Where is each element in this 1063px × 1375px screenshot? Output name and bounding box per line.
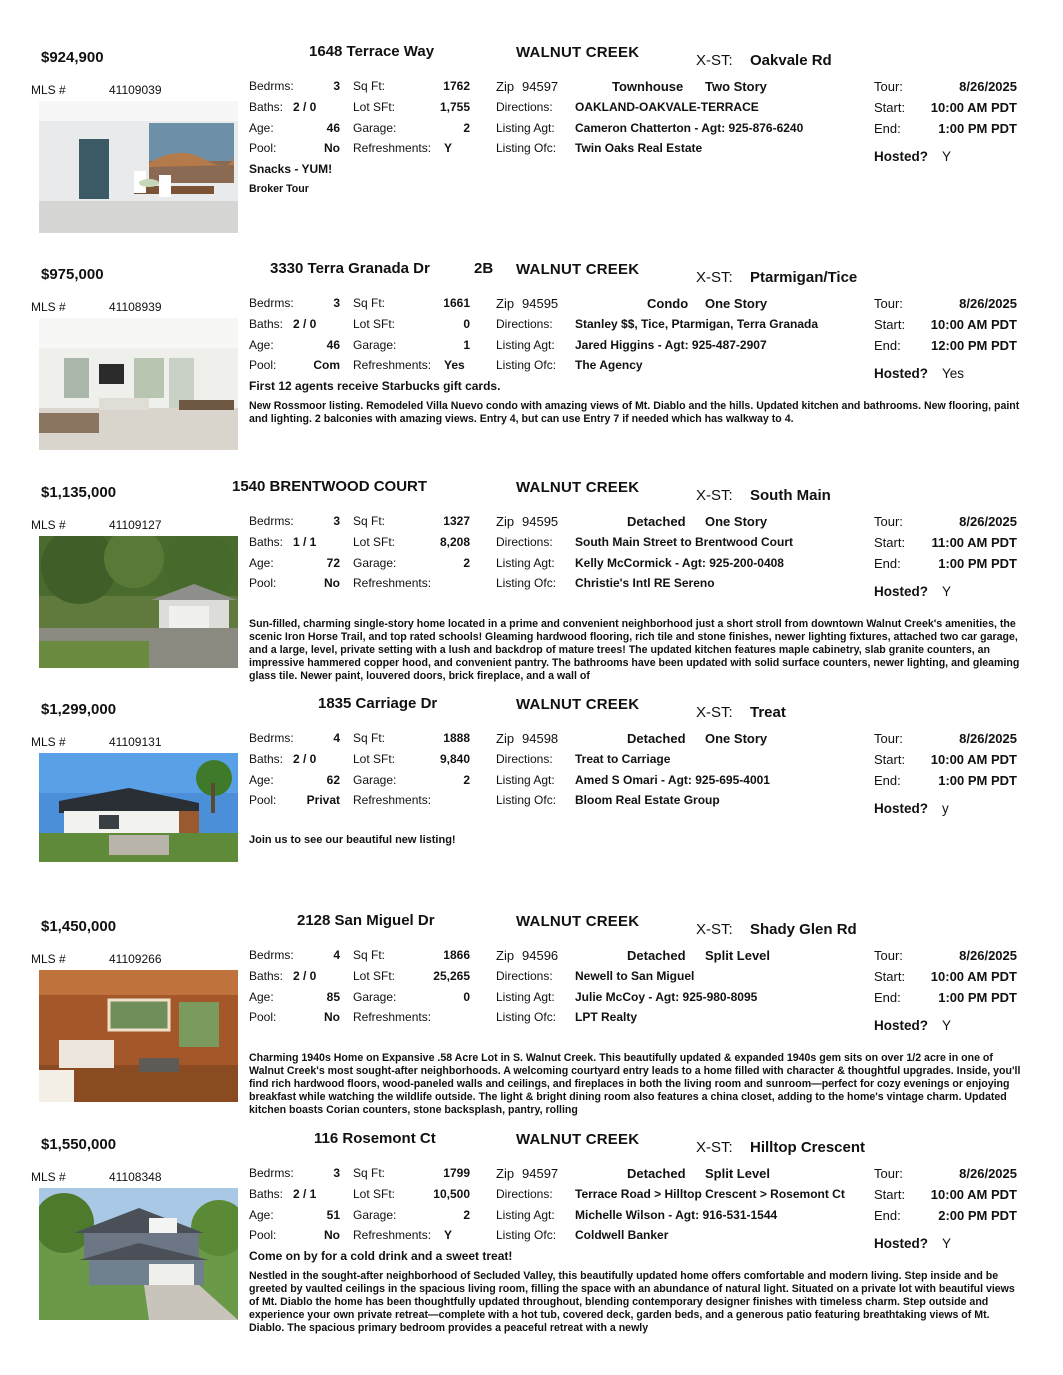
listing-city: WALNUT CREEK [516, 479, 640, 496]
zip-value: 94595 [522, 514, 559, 529]
refreshments-label: Refreshments: [353, 141, 432, 155]
bedrooms-value: 4 [333, 731, 340, 745]
baths-value: 2 / 1 [293, 1187, 317, 1201]
cross-street-label: X-ST: [696, 1139, 733, 1156]
mls-number: 41108939 [109, 300, 162, 314]
age-label: Age: [249, 1208, 274, 1222]
directions-value: Terrace Road > Hilltop Crescent > Rosemont Ct [575, 1187, 845, 1201]
lot-sqft-label: Lot SFt: [353, 535, 396, 549]
mls-number: 41108348 [109, 1170, 162, 1184]
listing-remarks: Charming 1940s Home on Expansive .58 Acre Lot in S. Walnut Creek. This beautifully updated & expanded 1940s gem sits on over 1/2 acre in one of Walnut Creek's most sought-after neighborhoods. A welcoming courtyard entry leads to a home filled with character & thoughtful upgrades. Inside, you'll find rich hardwood floors, wood-paneled walls and ceilings, and fireplaces in both the living room and sunroom—perfect for cozy evenings or enjoying breakfast while watching the wildlife outside. The light & bright dining room also features a china closet, adding to the home's vintage charm. Updated kitchen boasts Corian counters, stone backsplash, pantry, rolling [249, 1052, 1021, 1116]
listing-price: $1,299,000 [41, 701, 117, 718]
property-style: One Story [705, 731, 768, 746]
mls-label: MLS # [31, 300, 66, 314]
refreshments-label: Refreshments: [353, 1010, 432, 1024]
mls-number: 41109039 [109, 83, 162, 97]
start-time: 10:00 AM PDT [930, 317, 1017, 332]
zip-label: Zip [496, 731, 515, 746]
hosted-label: Hosted? [874, 801, 928, 816]
lot-sqft-value: 10,500 [433, 1187, 470, 1201]
listing-agent-label: Listing Agt: [496, 773, 555, 787]
property-style: Split Level [705, 948, 771, 963]
directions-value: OAKLAND-OAKVALE-TERRACE [575, 100, 759, 114]
bedrooms-value: 4 [333, 948, 340, 962]
tour-date: 8/26/2025 [959, 514, 1017, 529]
listing-agent-value: Michelle Wilson - Agt: 916-531-1544 [575, 1208, 778, 1222]
pool-label: Pool: [249, 1228, 277, 1242]
listing-photo[interactable] [39, 1188, 238, 1320]
lot-sqft-label: Lot SFt: [353, 100, 396, 114]
zip-value: 94596 [522, 948, 559, 963]
pool-value: No [324, 141, 340, 155]
listing-address: 3330 Terra Granada Dr [270, 260, 430, 277]
baths-label: Baths: [249, 752, 284, 766]
start-label: Start: [874, 752, 906, 767]
zip-label: Zip [496, 79, 515, 94]
baths-value: 1 / 1 [293, 535, 317, 549]
listing-unit: 2B [474, 260, 494, 277]
baths-value: 2 / 0 [293, 969, 317, 983]
listing-photo[interactable] [39, 970, 238, 1102]
start-time: 10:00 AM PDT [930, 969, 1017, 984]
pool-value: Privat [306, 793, 340, 807]
hosted-value: Y [942, 1236, 952, 1251]
listing-agent-value: Cameron Chatterton - Agt: 925-876-6240 [575, 121, 804, 135]
age-value: 51 [326, 1208, 340, 1222]
end-time: 1:00 PM PDT [938, 990, 1017, 1005]
bedrooms-label: Bedrms: [249, 514, 294, 528]
lot-sqft-label: Lot SFt: [353, 969, 396, 983]
hosted-value: Y [942, 149, 952, 164]
mls-label: MLS # [31, 1170, 66, 1184]
pool-label: Pool: [249, 358, 277, 372]
bedrooms-label: Bedrms: [249, 1166, 294, 1180]
start-label: Start: [874, 969, 906, 984]
sqft-value: 1661 [443, 296, 470, 310]
sqft-value: 1762 [443, 79, 470, 93]
garage-label: Garage: [353, 121, 397, 135]
listing-agent-label: Listing Agt: [496, 338, 555, 352]
age-label: Age: [249, 773, 274, 787]
listing-office-label: Listing Ofc: [496, 358, 557, 372]
age-label: Age: [249, 556, 274, 570]
listing-address: 116 Rosemont Ct [314, 1130, 436, 1147]
tour-label: Tour: [874, 1166, 903, 1181]
listing-office-label: Listing Ofc: [496, 141, 557, 155]
garage-value: 1 [463, 338, 470, 352]
pool-label: Pool: [249, 793, 277, 807]
lot-sqft-label: Lot SFt: [353, 1187, 396, 1201]
end-time: 1:00 PM PDT [938, 121, 1017, 136]
mls-number: 41109127 [109, 518, 162, 532]
sqft-value: 1888 [443, 731, 470, 745]
baths-value: 2 / 0 [293, 317, 317, 331]
zip-value: 94597 [522, 79, 559, 94]
property-style: One Story [705, 514, 768, 529]
cross-street-value: Hilltop Crescent [750, 1139, 866, 1156]
listing-photo[interactable] [39, 753, 238, 862]
listing-agent-label: Listing Agt: [496, 1208, 555, 1222]
sqft-label: Sq Ft: [353, 514, 386, 528]
directions-label: Directions: [496, 535, 553, 549]
listing-address: 1648 Terrace Way [309, 43, 435, 60]
tour-label: Tour: [874, 79, 903, 94]
hosted-label: Hosted? [874, 1236, 928, 1251]
listing-price: $1,135,000 [41, 484, 117, 501]
listing-agent-label: Listing Agt: [496, 556, 555, 570]
bedrooms-label: Bedrms: [249, 948, 294, 962]
zip-label: Zip [496, 514, 515, 529]
listing-agent-value: Kelly McCormick - Agt: 925-200-0408 [575, 556, 784, 570]
pool-label: Pool: [249, 1010, 277, 1024]
mls-label: MLS # [31, 735, 66, 749]
cross-street-label: X-ST: [696, 52, 733, 69]
property-style: One Story [705, 296, 768, 311]
sqft-value: 1799 [443, 1166, 470, 1180]
age-value: 72 [326, 556, 340, 570]
garage-label: Garage: [353, 338, 397, 352]
end-time: 1:00 PM PDT [938, 773, 1017, 788]
listing-photo[interactable] [39, 536, 238, 668]
listing-remarks: Nestled in the sought-after neighborhood of Secluded Valley, this beautifully updated home offers comfortable and modern living. Step inside and be greeted by vaulted ceilings in the spacious living room, filling the space with an abundance of natural light. Situated on a private lot with beautiful views of Mt. Diablo the home has been thoughtfully updated throughout, blending contemporary designer finishes with timeless charm. Step outside and experience your own private retreat—complete with a hot tub, covered deck, garden beds, and a generous patio featuring breathtaking views of Mt. Diablo. The spacious primary bedroom provides a peaceful retreat with a newly [249, 1270, 1015, 1334]
baths-label: Baths: [249, 969, 284, 983]
age-label: Age: [249, 990, 274, 1004]
tour-label: Tour: [874, 731, 903, 746]
cross-street-label: X-ST: [696, 704, 733, 721]
bedrooms-value: 3 [333, 514, 340, 528]
start-label: Start: [874, 317, 906, 332]
listing-office-value: The Agency [575, 358, 643, 372]
sqft-label: Sq Ft: [353, 1166, 386, 1180]
listing-office-label: Listing Ofc: [496, 1228, 557, 1242]
cross-street-value: Ptarmigan/Tice [750, 269, 858, 286]
zip-value: 94597 [522, 1166, 559, 1181]
lot-sqft-label: Lot SFt: [353, 752, 396, 766]
listing-address: 1540 BRENTWOOD COURT [232, 478, 428, 495]
listing-office-value: Twin Oaks Real Estate [575, 141, 703, 155]
listing-agent-label: Listing Agt: [496, 990, 555, 1004]
zip-value: 94598 [522, 731, 559, 746]
listing-city: WALNUT CREEK [516, 696, 640, 713]
mls-label: MLS # [31, 952, 66, 966]
start-time: 10:00 AM PDT [930, 100, 1017, 115]
cross-street-value: Shady Glen Rd [750, 921, 857, 938]
cross-street-value: Oakvale Rd [750, 52, 832, 69]
listing-photo[interactable] [39, 318, 238, 450]
end-label: End: [874, 121, 901, 136]
listing-office-value: LPT Realty [575, 1010, 638, 1024]
directions-value: Treat to Carriage [575, 752, 671, 766]
listing-address: 2128 San Miguel Dr [297, 912, 435, 929]
sqft-label: Sq Ft: [353, 731, 386, 745]
start-time: 11:00 AM PDT [931, 535, 1017, 550]
listing-office-label: Listing Ofc: [496, 1010, 557, 1024]
directions-label: Directions: [496, 317, 553, 331]
cross-street-label: X-ST: [696, 269, 733, 286]
property-type: Detached [627, 1166, 686, 1181]
lot-sqft-value: 25,265 [433, 969, 470, 983]
lot-sqft-value: 0 [463, 317, 470, 331]
directions-label: Directions: [496, 1187, 553, 1201]
listing-city: WALNUT CREEK [516, 44, 640, 61]
cross-street-value: Treat [750, 704, 786, 721]
garage-label: Garage: [353, 556, 397, 570]
age-value: 62 [326, 773, 340, 787]
hosted-value: Y [942, 584, 952, 599]
property-type: Detached [627, 948, 686, 963]
baths-label: Baths: [249, 1187, 284, 1201]
listing-city: WALNUT CREEK [516, 913, 640, 930]
mls-label: MLS # [31, 518, 66, 532]
listing-note: Come on by for a cold drink and a sweet treat! [249, 1249, 513, 1263]
property-type: Detached [627, 514, 686, 529]
end-time: 2:00 PM PDT [938, 1208, 1017, 1223]
directions-value: Stanley $$, Tice, Ptarmigan, Terra Granada [575, 317, 818, 331]
garage-label: Garage: [353, 1208, 397, 1222]
refreshments-label: Refreshments: [353, 576, 432, 590]
hosted-value: Yes [942, 366, 965, 381]
baths-label: Baths: [249, 535, 284, 549]
bedrooms-label: Bedrms: [249, 296, 294, 310]
pool-value: No [324, 576, 340, 590]
bedrooms-value: 3 [333, 296, 340, 310]
pool-label: Pool: [249, 141, 277, 155]
listing-remarks: Join us to see our beautiful new listing! [249, 834, 456, 846]
baths-value: 2 / 0 [293, 100, 317, 114]
listing-price: $924,900 [41, 49, 104, 66]
hosted-label: Hosted? [874, 584, 928, 599]
age-label: Age: [249, 121, 274, 135]
sqft-label: Sq Ft: [353, 948, 386, 962]
end-label: End: [874, 773, 901, 788]
bedrooms-label: Bedrms: [249, 731, 294, 745]
listing-agent-value: Jared Higgins - Agt: 925-487-2907 [575, 338, 767, 352]
baths-value: 2 / 0 [293, 752, 317, 766]
age-value: 46 [326, 338, 340, 352]
garage-value: 2 [463, 556, 470, 570]
tour-label: Tour: [874, 948, 903, 963]
refreshments-value: Yes [444, 358, 465, 372]
listing-remarks: New Rossmoor listing. Remodeled Villa Nuevo condo with amazing views of Mt. Diablo and the hills. Updated kitchen and bathrooms. New flooring, paint and lighting. 2 balconies with amazing views. Entry 4, but can use Entry 7 if needed which has walkway to 4. [249, 400, 1020, 425]
age-value: 46 [326, 121, 340, 135]
property-style: Split Level [705, 1166, 771, 1181]
garage-value: 0 [463, 990, 470, 1004]
listing-note: First 12 agents receive Starbucks gift cards. [249, 379, 501, 393]
mls-label: MLS # [31, 83, 66, 97]
zip-value: 94595 [522, 296, 559, 311]
bedrooms-value: 3 [333, 79, 340, 93]
start-time: 10:00 AM PDT [930, 752, 1017, 767]
cross-street-label: X-ST: [696, 921, 733, 938]
garage-label: Garage: [353, 773, 397, 787]
pool-value: No [324, 1228, 340, 1242]
tour-label: Tour: [874, 296, 903, 311]
tour-label: Tour: [874, 514, 903, 529]
end-label: End: [874, 556, 901, 571]
lot-sqft-value: 9,840 [439, 752, 470, 766]
listing-price: $1,550,000 [41, 1136, 117, 1153]
cross-street-label: X-ST: [696, 487, 733, 504]
listing-photo[interactable] [39, 101, 238, 233]
garage-value: 2 [463, 1208, 470, 1222]
listing-city: WALNUT CREEK [516, 1131, 640, 1148]
listing-remarks: Broker Tour [249, 183, 309, 195]
age-value: 85 [326, 990, 340, 1004]
directions-label: Directions: [496, 969, 553, 983]
baths-label: Baths: [249, 317, 284, 331]
property-type: Detached [627, 731, 686, 746]
property-type: Townhouse [612, 79, 684, 94]
listing-address: 1835 Carriage Dr [318, 695, 438, 712]
start-label: Start: [874, 1187, 906, 1202]
end-label: End: [874, 1208, 901, 1223]
tour-date: 8/26/2025 [959, 731, 1017, 746]
age-label: Age: [249, 338, 274, 352]
listing-note: Snacks - YUM! [249, 162, 333, 176]
end-time: 1:00 PM PDT [938, 556, 1017, 571]
pool-value: No [324, 1010, 340, 1024]
zip-label: Zip [496, 1166, 515, 1181]
start-label: Start: [874, 100, 906, 115]
garage-value: 2 [463, 773, 470, 787]
baths-label: Baths: [249, 100, 284, 114]
directions-value: Newell to San Miguel [575, 969, 695, 983]
end-label: End: [874, 338, 901, 353]
zip-label: Zip [496, 296, 515, 311]
bedrooms-value: 3 [333, 1166, 340, 1180]
sqft-label: Sq Ft: [353, 79, 386, 93]
cross-street-value: South Main [750, 487, 831, 504]
lot-sqft-value: 1,755 [439, 100, 470, 114]
listing-office-value: Christie's Intl RE Sereno [575, 576, 715, 590]
tour-date: 8/26/2025 [959, 948, 1017, 963]
listing-agent-value: Julie McCoy - Agt: 925-980-8095 [575, 990, 758, 1004]
end-time: 12:00 PM PDT [931, 338, 1017, 353]
property-type: Condo [647, 296, 689, 311]
hosted-label: Hosted? [874, 366, 928, 381]
listing-remarks: Sun-filled, charming single-story home located in a prime and convenient neighborhood just a short stroll from downtown Walnut Creek's amenities, the scenic Iron Horse Trail, and top rated schools! Gleaming hardwood flooring, rich tile and stone finishes, newer lighting fixtures, attached two car garage, and a large, level, private setting with a lush and backdrop of mature trees! The updated kitchen features maple cabinetry, slab granite counters, an impressive hammered copper hood, and convenient pantry. The bathrooms have been updated with solid surface counters, newer lighting, and gleaming glass tile. Newer paint, louvered doors, brick fireplace, and a wall of [249, 618, 1020, 682]
directions-value: South Main Street to Brentwood Court [575, 535, 793, 549]
listing-agent-label: Listing Agt: [496, 121, 555, 135]
pool-value: Com [313, 358, 340, 372]
lot-sqft-label: Lot SFt: [353, 317, 396, 331]
listing-office-label: Listing Ofc: [496, 576, 557, 590]
sqft-value: 1866 [443, 948, 470, 962]
refreshments-value: Y [444, 141, 453, 155]
refreshments-value: Y [444, 1228, 453, 1242]
property-style: Two Story [705, 79, 767, 94]
zip-label: Zip [496, 948, 515, 963]
hosted-value: y [942, 801, 949, 816]
end-label: End: [874, 990, 901, 1005]
tour-date: 8/26/2025 [959, 296, 1017, 311]
listing-office-value: Bloom Real Estate Group [575, 793, 720, 807]
lot-sqft-value: 8,208 [439, 535, 470, 549]
garage-value: 2 [463, 121, 470, 135]
directions-label: Directions: [496, 752, 553, 766]
listing-agent-value: Amed S Omari - Agt: 925-695-4001 [575, 773, 770, 787]
directions-label: Directions: [496, 100, 553, 114]
listing-office-value: Coldwell Banker [575, 1228, 669, 1242]
refreshments-label: Refreshments: [353, 1228, 432, 1242]
mls-number: 41109266 [109, 952, 162, 966]
tour-date: 8/26/2025 [959, 79, 1017, 94]
tour-date: 8/26/2025 [959, 1166, 1017, 1181]
garage-label: Garage: [353, 990, 397, 1004]
pool-label: Pool: [249, 576, 277, 590]
hosted-value: Y [942, 1018, 952, 1033]
hosted-label: Hosted? [874, 1018, 928, 1033]
refreshments-label: Refreshments: [353, 358, 432, 372]
bedrooms-label: Bedrms: [249, 79, 294, 93]
start-time: 10:00 AM PDT [930, 1187, 1017, 1202]
start-label: Start: [874, 535, 906, 550]
mls-number: 41109131 [109, 735, 162, 749]
hosted-label: Hosted? [874, 149, 928, 164]
sqft-label: Sq Ft: [353, 296, 386, 310]
listing-price: $1,450,000 [41, 918, 117, 935]
refreshments-label: Refreshments: [353, 793, 432, 807]
listing-city: WALNUT CREEK [516, 261, 640, 278]
sqft-value: 1327 [443, 514, 470, 528]
listing-office-label: Listing Ofc: [496, 793, 557, 807]
listing-price: $975,000 [41, 266, 104, 283]
